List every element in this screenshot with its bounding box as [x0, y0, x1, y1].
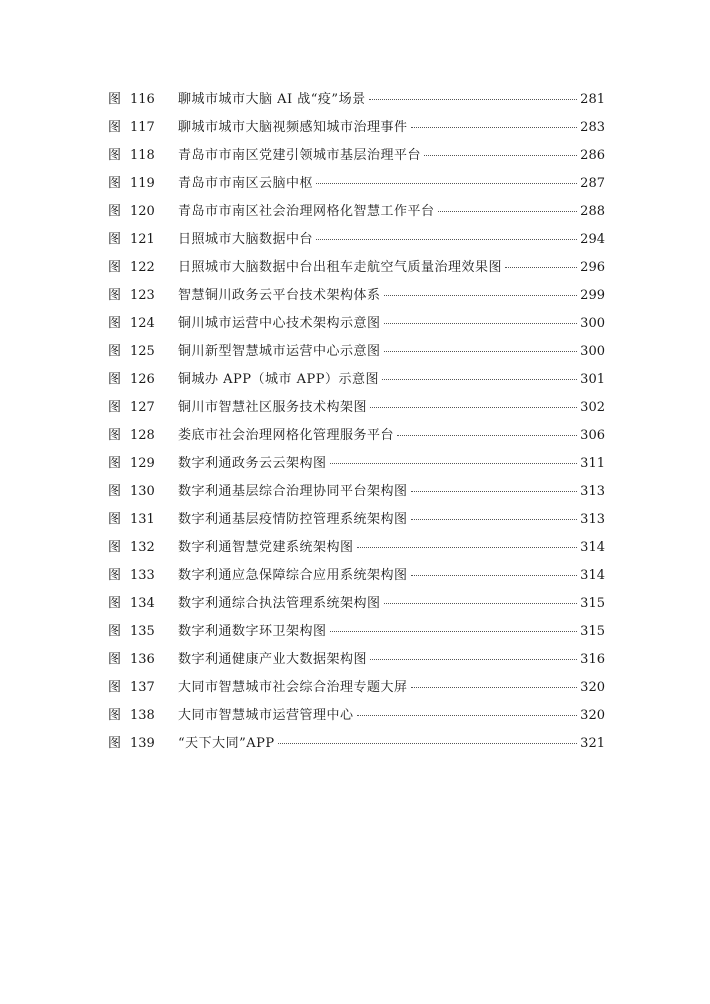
figure-prefix: 图 [108, 372, 122, 387]
figure-number: 119 [130, 176, 155, 191]
dot-leader [357, 547, 578, 548]
figure-prefix: 图 [108, 736, 122, 751]
page-number: 299 [580, 288, 605, 303]
toc-entry[interactable] [108, 89, 605, 117]
dot-leader [397, 435, 577, 436]
figure-prefix: 图 [108, 204, 122, 219]
figure-number: 125 [130, 344, 155, 359]
dot-leader [384, 295, 578, 296]
page-number: 313 [580, 512, 605, 527]
figure-number: 129 [130, 456, 155, 471]
figure-title: 日照城市大脑数据中台出租车走航空气质量治理效果图 [178, 260, 503, 275]
figure-number: 131 [130, 512, 155, 527]
figure-prefix: 图 [108, 232, 122, 247]
figure-title: 大同市智慧城市运营管理中心 [178, 708, 354, 723]
dot-leader [370, 407, 577, 408]
toc-entry[interactable] [108, 201, 605, 229]
figure-prefix: 图 [108, 708, 122, 723]
toc-entry[interactable] [108, 285, 605, 313]
toc-entry[interactable] [108, 313, 605, 341]
dot-leader [369, 99, 578, 100]
dot-leader [384, 351, 578, 352]
figure-title: 聊城市城市大脑视频感知城市治理事件 [178, 120, 408, 135]
page-number: 287 [580, 176, 605, 191]
figure-number: 138 [130, 708, 155, 723]
figure-prefix: 图 [108, 568, 122, 583]
page-number: 314 [580, 540, 605, 555]
figure-number: 116 [130, 92, 155, 107]
figure-number: 120 [130, 204, 155, 219]
page-number: 283 [580, 120, 605, 135]
figure-title: 数字利通健康产业大数据架构图 [178, 652, 368, 667]
page-number: 294 [580, 232, 605, 247]
figure-number: 130 [130, 484, 155, 499]
figure-number: 122 [130, 260, 155, 275]
table-of-figures [108, 89, 605, 761]
figure-number: 128 [130, 428, 155, 443]
figure-number: 124 [130, 316, 155, 331]
toc-entry[interactable] [108, 565, 605, 593]
page-number: 288 [580, 204, 605, 219]
figure-title: 日照城市大脑数据中台 [178, 232, 314, 247]
page-number: 302 [580, 400, 605, 415]
toc-entry[interactable] [108, 733, 605, 761]
page-number: 315 [580, 596, 605, 611]
figure-prefix: 图 [108, 148, 122, 163]
page-number: 320 [580, 708, 605, 723]
dot-leader [330, 631, 578, 632]
figure-number: 134 [130, 596, 155, 611]
figure-number: 126 [130, 372, 155, 387]
figure-prefix: 图 [108, 428, 122, 443]
figure-title: 数字利通数字环卫架构图 [178, 624, 327, 639]
figure-title: 智慧铜川政务云平台技术架构体系 [178, 288, 381, 303]
page-number: 301 [580, 372, 605, 387]
figure-number: 132 [130, 540, 155, 555]
figure-prefix: 图 [108, 624, 122, 639]
dot-leader [411, 687, 578, 688]
figure-title: 青岛市市南区云脑中枢 [178, 176, 314, 191]
dot-leader [505, 267, 577, 268]
figure-number: 137 [130, 680, 155, 695]
dot-leader [330, 463, 578, 464]
figure-prefix: 图 [108, 400, 122, 415]
toc-entry[interactable] [108, 649, 605, 677]
page-number: 300 [580, 344, 605, 359]
figure-prefix: 图 [108, 596, 122, 611]
dot-leader [316, 183, 577, 184]
figure-prefix: 图 [108, 540, 122, 555]
toc-entry[interactable] [108, 369, 605, 397]
dot-leader [411, 127, 578, 128]
figure-prefix: 图 [108, 316, 122, 331]
figure-title: 娄底市社会治理网格化管理服务平台 [178, 428, 395, 443]
figure-prefix: 图 [108, 652, 122, 667]
toc-entry[interactable] [108, 537, 605, 565]
page-number: 286 [580, 148, 605, 163]
toc-entry[interactable] [108, 257, 605, 285]
figure-prefix: 图 [108, 456, 122, 471]
toc-entry[interactable] [108, 145, 605, 173]
page-number: 321 [580, 736, 605, 751]
figure-title: 数字利通综合执法管理系统架构图 [178, 596, 381, 611]
figure-title: 铜川新型智慧城市运营中心示意图 [178, 344, 381, 359]
dot-leader [316, 239, 577, 240]
figure-title: 铜川市智慧社区服务技术构架图 [178, 400, 368, 415]
toc-entry[interactable] [108, 621, 605, 649]
page-number: 306 [580, 428, 605, 443]
figure-prefix: 图 [108, 288, 122, 303]
figure-number: 117 [130, 120, 155, 135]
page-number: 296 [580, 260, 605, 275]
dot-leader [357, 715, 578, 716]
dot-leader [382, 379, 577, 380]
toc-entry[interactable] [108, 705, 605, 733]
toc-entry[interactable] [108, 593, 605, 621]
page-number: 316 [580, 652, 605, 667]
toc-entry[interactable] [108, 677, 605, 705]
figure-title: “天下大同”APP [178, 736, 275, 751]
figure-number: 121 [130, 232, 155, 247]
toc-entry[interactable] [108, 117, 605, 145]
dot-leader [424, 155, 577, 156]
figure-title: 青岛市市南区社会治理网格化智慧工作平台 [178, 204, 435, 219]
figure-title: 数字利通政务云云架构图 [178, 456, 327, 471]
figure-prefix: 图 [108, 120, 122, 135]
page-number: 300 [580, 316, 605, 331]
toc-entry[interactable] [108, 341, 605, 369]
dot-leader [370, 659, 577, 660]
dot-leader [384, 323, 578, 324]
toc-entry[interactable] [108, 425, 605, 453]
toc-entry[interactable] [108, 509, 605, 537]
toc-entry[interactable] [108, 173, 605, 201]
figure-title: 数字利通应急保障综合应用系统架构图 [178, 568, 408, 583]
figure-title: 数字利通智慧党建系统架构图 [178, 540, 354, 555]
figure-prefix: 图 [108, 512, 122, 527]
page-number: 311 [580, 456, 605, 471]
figure-number: 127 [130, 400, 155, 415]
figure-prefix: 图 [108, 92, 122, 107]
figure-number: 123 [130, 288, 155, 303]
dot-leader [411, 491, 578, 492]
figure-number: 136 [130, 652, 155, 667]
figure-title: 铜城办 APP（城市 APP）示意图 [178, 372, 380, 387]
page-number: 314 [580, 568, 605, 583]
dot-leader [411, 575, 578, 576]
figure-number: 135 [130, 624, 155, 639]
page-number: 320 [580, 680, 605, 695]
figure-title: 铜川城市运营中心技术架构示意图 [178, 316, 381, 331]
dot-leader [438, 211, 578, 212]
figure-prefix: 图 [108, 484, 122, 499]
toc-entry[interactable] [108, 397, 605, 425]
figure-title: 数字利通基层疫情防控管理系统架构图 [178, 512, 408, 527]
dot-leader [278, 743, 577, 744]
toc-entry[interactable] [108, 453, 605, 481]
toc-entry[interactable] [108, 481, 605, 509]
figure-title: 大同市智慧城市社会综合治理专题大屏 [178, 680, 408, 695]
figure-number: 139 [130, 736, 155, 751]
figure-number: 133 [130, 568, 155, 583]
toc-entry[interactable] [108, 229, 605, 257]
page-number: 315 [580, 624, 605, 639]
figure-title: 青岛市市南区党建引领城市基层治理平台 [178, 148, 422, 163]
figure-prefix: 图 [108, 176, 122, 191]
figure-title: 聊城市城市大脑 AI 战“疫”场景 [178, 92, 366, 107]
figure-title: 数字利通基层综合治理协同平台架构图 [178, 484, 408, 499]
figure-prefix: 图 [108, 344, 122, 359]
dot-leader [411, 519, 578, 520]
dot-leader [384, 603, 578, 604]
page-number: 281 [580, 92, 605, 107]
figure-prefix: 图 [108, 680, 122, 695]
page-number: 313 [580, 484, 605, 499]
figure-prefix: 图 [108, 260, 122, 275]
figure-number: 118 [130, 148, 155, 163]
